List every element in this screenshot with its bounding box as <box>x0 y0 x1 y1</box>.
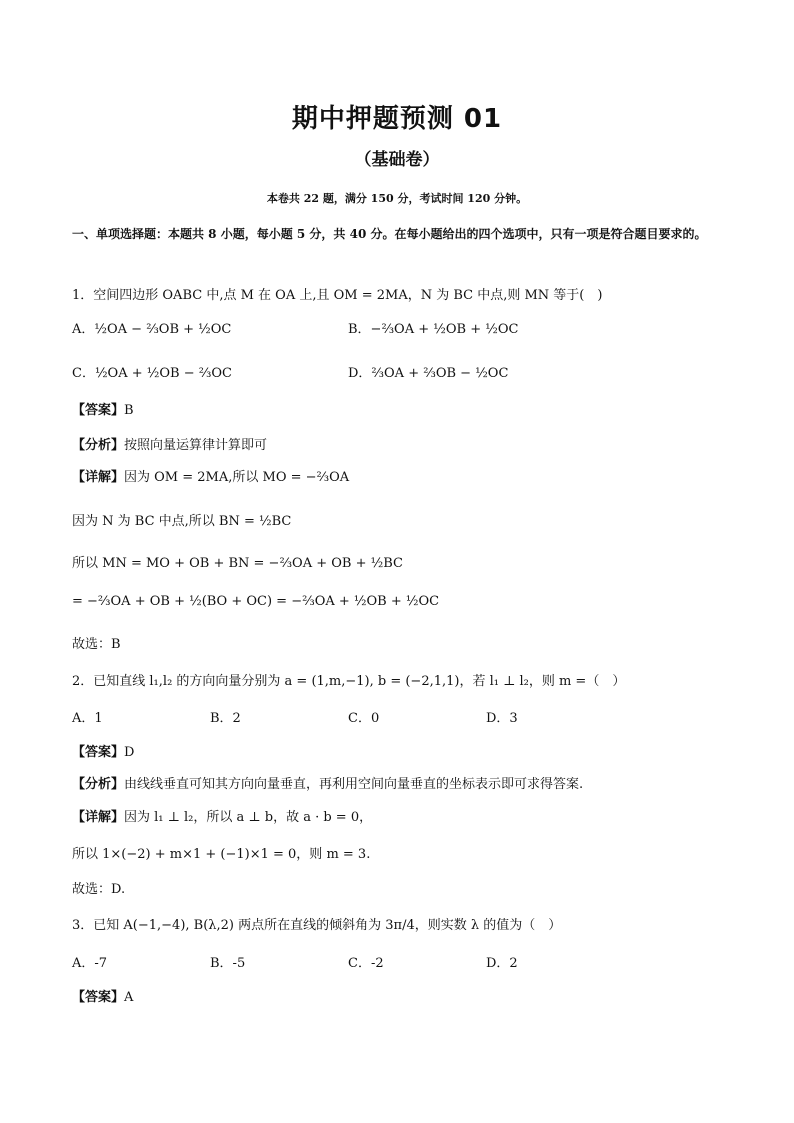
detail-label: 【详解】 <box>72 810 125 825</box>
answer-label: 【答案】 <box>72 403 125 418</box>
q3-option-d: D．2 <box>486 956 518 971</box>
analysis-text: 按照向量运算律计算即可 <box>124 438 268 453</box>
answer-value: A <box>124 990 134 1005</box>
q2-detail-line-2: 所以 1×(−2) + m×1 + (−1)×1 = 0，则 m = 3. <box>72 847 371 862</box>
section-heading: 一、单项选择题：本题共 8 小题，每小题 5 分，共 40 分。在每小题给出的四个选项中，只有一项是符合题目要求的。 <box>72 227 707 241</box>
answer-label: 【答案】 <box>72 745 125 760</box>
q2-stem: 2．已知直线 l₁,l₂ 的方向向量分别为 a = (1,m,−1), b = (−2,1,1)，若 l₁ ⊥ l₂，则 m =（ ） <box>72 674 626 689</box>
q1-answer <box>72 399 134 418</box>
q2-option-c: C．0 <box>348 711 380 726</box>
detail-line-1: 因为 l₁ ⊥ l₂，所以 a ⊥ b，故 a · b = 0， <box>124 810 373 825</box>
analysis-label: 【分析】 <box>72 438 125 453</box>
q2-detail <box>72 806 372 825</box>
q3-option-b: B．-5 <box>210 956 246 971</box>
q1-detail-line-4: = −⅔OA + OB + ½(BO + OC) = −⅔OA + ½OB + ½OC <box>72 594 440 609</box>
q1-detail-line-2: 因为 N 为 BC 中点,所以 BN = ½BC <box>72 514 292 529</box>
detail-label: 【详解】 <box>72 470 125 485</box>
answer-value: B <box>124 403 134 418</box>
q1-analysis <box>72 434 267 453</box>
q2-option-a: A．1 <box>72 711 103 726</box>
page-subtitle: （基础卷） <box>354 150 440 170</box>
q3-option-c: C．-2 <box>348 956 384 971</box>
q1-detail <box>72 466 349 485</box>
q1-detail-line-3: 所以 MN = MO + OB + BN = −⅔OA + OB + ½BC <box>72 556 403 571</box>
q2-answer <box>72 741 134 760</box>
q1-option-c: C．½OA + ½OB − ⅔OC <box>72 366 232 381</box>
q1-conclusion: 故选：B <box>72 637 121 652</box>
q3-option-a: A．-7 <box>72 956 108 971</box>
q1-stem: 1．空间四边形 OABC 中,点 M 在 OA 上,且 OM = 2MA，N 为 BC 中点,则 MN 等于( ) <box>72 288 603 303</box>
q1-option-b: B．−⅔OA + ½OB + ½OC <box>348 322 519 337</box>
q1-option-d: D．⅔OA + ⅔OB − ½OC <box>348 366 509 381</box>
analysis-text: 由线线垂直可知其方向向量垂直，再利用空间向量垂直的坐标表示即可求得答案. <box>124 777 584 792</box>
analysis-label: 【分析】 <box>72 777 125 792</box>
q2-option-d: D．3 <box>486 711 518 726</box>
page-title: 期中押题预测 01 <box>291 104 503 134</box>
q2-analysis <box>72 773 583 792</box>
q3-answer <box>72 986 133 1005</box>
q1-option-a: A．½OA − ⅔OB + ½OC <box>72 322 232 337</box>
detail-line-1: 因为 OM = 2MA,所以 MO = −⅔OA <box>124 470 350 485</box>
q2-conclusion: 故选：D. <box>72 882 126 897</box>
answer-label: 【答案】 <box>72 990 125 1005</box>
exam-meta: 本卷共 22 题，满分 150 分，考试时间 120 分钟。 <box>266 192 528 205</box>
answer-value: D <box>124 745 135 760</box>
q3-stem: 3．已知 A(−1,−4), B(λ,2) 两点所在直线的倾斜角为 3π/4，则实数 λ 的值为（ ） <box>72 918 562 933</box>
q2-option-b: B．2 <box>210 711 241 726</box>
